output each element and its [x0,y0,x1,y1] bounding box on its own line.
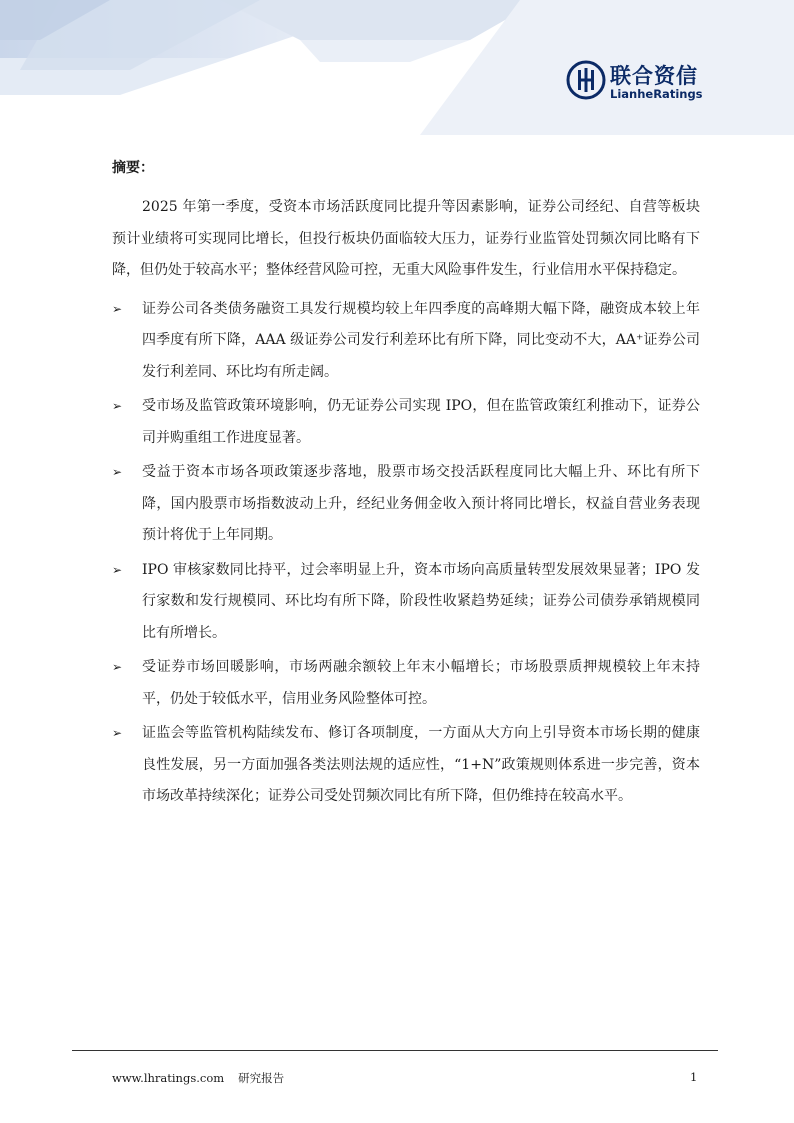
arrow-bullet-icon: ➢ [112,726,123,740]
page-number: 1 [690,1070,698,1084]
lianhe-logo-icon [566,60,606,100]
list-item-text: IPO 审核家数同比持平，过会率明显上升，资本市场向高质量转型发展效果显著；IPO 发行家数和发行规模同、环比均有所下降，阶段性收紧趋势延续；证券公司债券承销规模同比有所增长。 [142,561,700,641]
list-item-text: 受证券市场回暖影响，市场两融余额较上年末小幅增长；市场股票质押规模较上年末持平，仍处于较低水平，信用业务风险整体可控。 [142,659,700,707]
footer-divider [72,1050,718,1051]
arrow-bullet-icon: ➢ [112,465,123,479]
footer-website-link[interactable]: www.lhratings.com [112,1071,225,1085]
list-item [112,391,700,454]
logo-english-name: LianheRatings [610,87,703,101]
list-item-text: 证券公司各类债务融资工具发行规模均较上年四季度的高峰期大幅下降，融资成本较上年四季度有所下降，AAA 级证券公司发行利差环比有所下降，同比变动不大，AA⁺证券公司发行利差同、环比均有所走阔。 [142,300,700,380]
list-item-text: 证监会等监管机构陆续发布、修订各项制度，一方面从大方向上引导资本市场长期的健康良性发展，另一方面加强各类法则法规的适应性，“1+N”政策规则体系进一步完善，资本市场改革持续深化；证券公司受处罚频次同比有所下降，但仍维持在较高水平。 [142,725,700,804]
list-item [112,555,700,650]
list-item-text: 受市场及监管政策环境影响，仍无证券公司实现 IPO，但在监管政策红利推动下，证券公司并购重组工作进度显著。 [142,398,700,446]
report-body [112,156,700,816]
list-item-text: 受益于资本市场各项政策逐步落地，股票市场交投活跃程度同比大幅上升、环比有所下降，国内股票市场指数波动上升，经纪业务佣金收入预计将同比增长，权益自营业务表现预计将优于上年同期。 [142,464,700,543]
list-item [112,718,700,813]
arrow-bullet-icon: ➢ [112,562,123,577]
arrow-bullet-icon: ➢ [112,301,123,316]
logo-chinese-name: 联合资信 [610,64,698,88]
key-points-list [112,294,700,813]
list-item [112,457,700,552]
abstract-intro-paragraph: 2025 年第一季度，受资本市场活跃度同比提升等因素影响，证券公司经纪、自营等板块预计业绩将可实现同比增长，但投行板块仍面临较大压力，证券行业监管处罚频次同比略有下降，但仍处于较高水平；整体经营风险可控，无重大风险事件发生，行业信用水平保持稳定。 [112,199,700,278]
company-logo [566,58,716,104]
footer-doc-type: 研究报告 [238,1071,285,1085]
abstract-heading: 摘要： [112,160,154,176]
arrow-bullet-icon: ➢ [112,660,123,674]
list-item [112,294,700,389]
arrow-bullet-icon: ➢ [112,399,123,413]
list-item [112,652,700,715]
footer-info [112,1070,284,1086]
